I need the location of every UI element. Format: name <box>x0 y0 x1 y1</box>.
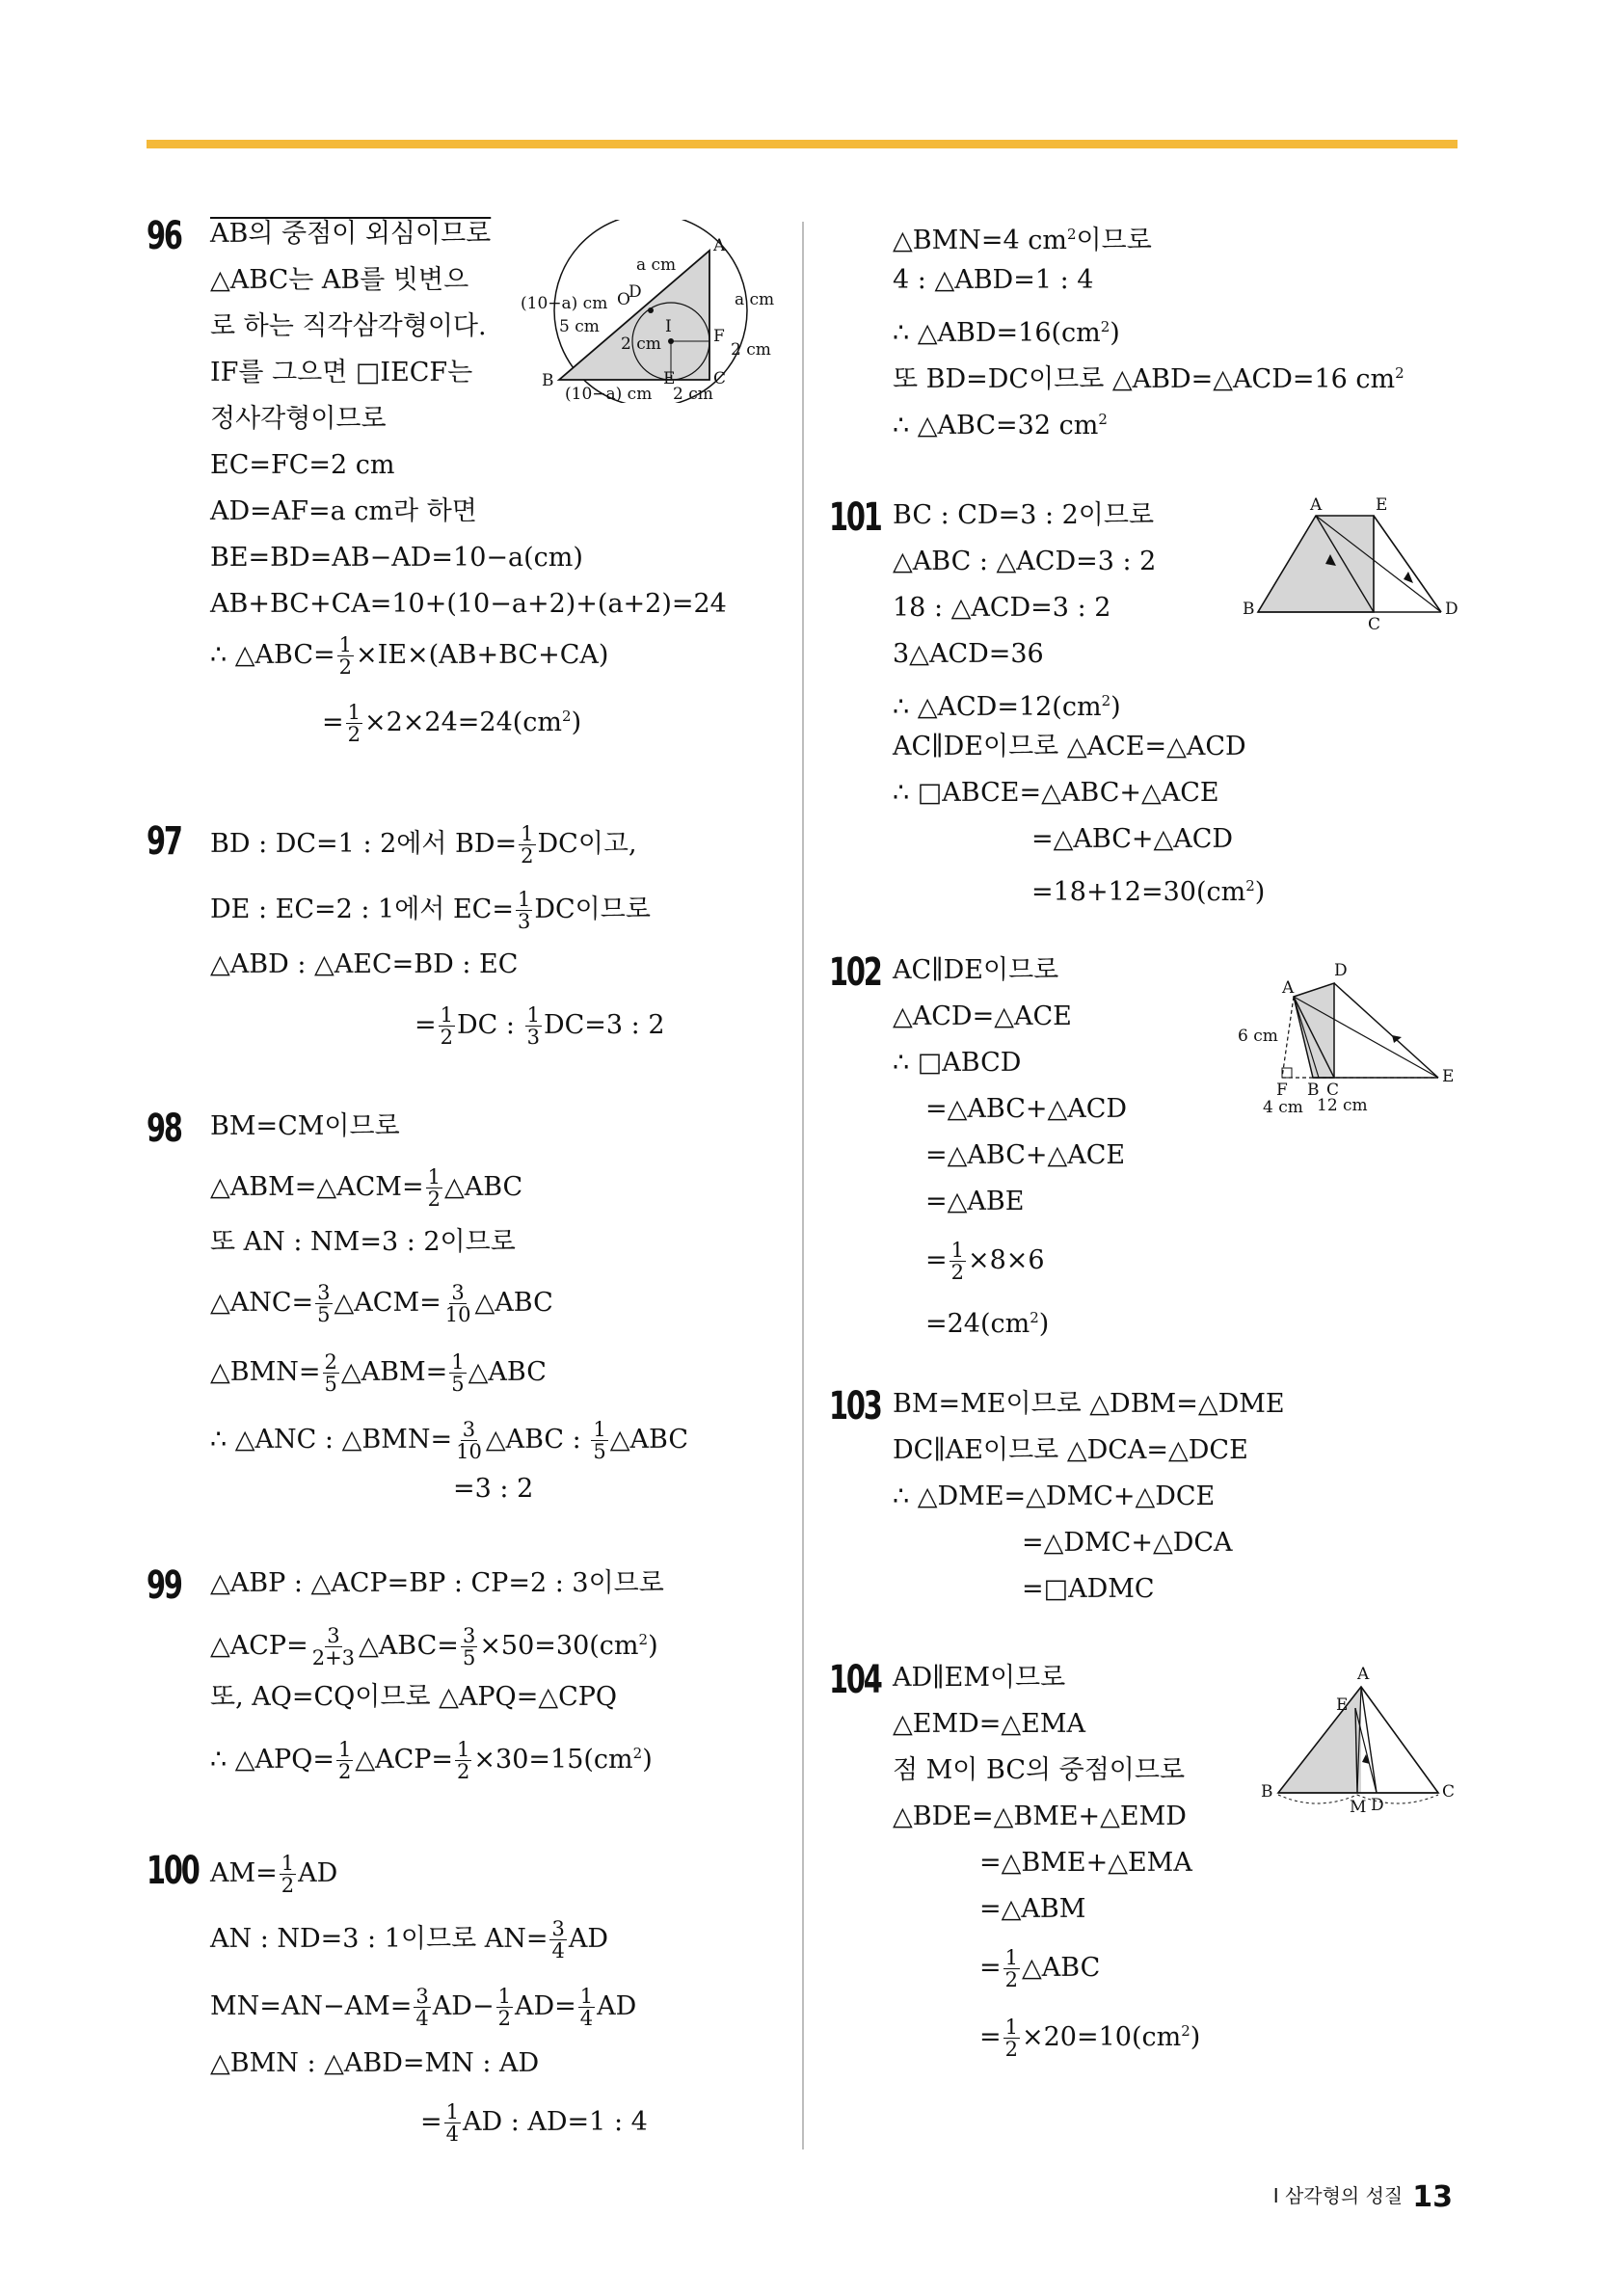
problem-number: 102 <box>829 950 881 995</box>
problem-number: 97 <box>147 819 181 864</box>
solution-line: 로 하는 직각삼각형이다. <box>210 311 487 341</box>
svg-text:4 cm: 4 cm <box>1263 1098 1303 1117</box>
solution-line: =△ABE <box>925 1187 1025 1216</box>
solution-line: 정사각형이므로 <box>210 404 387 434</box>
solution-line: BC : CD=3 : 2이므로 <box>893 500 1155 530</box>
solution-line: = $\frac{1}{2}$ DC : $\frac{1}{3}$ DC=3 : 2 <box>415 1003 665 1049</box>
svg-text:A: A <box>1282 978 1295 998</box>
solution-line: 또 AN : NM=3 : 2이므로 <box>210 1227 516 1257</box>
problem-number: 100 <box>147 1849 199 1893</box>
solution-line: DE : EC=2 : 1에서 EC= $\frac{1}{3}$ DC이므로 <box>210 888 651 933</box>
svg-text:B: B <box>1307 1081 1320 1100</box>
solution-line: △BMN=4 $cm^2$이므로 <box>893 226 1152 255</box>
svg-text:C: C <box>1326 1081 1340 1100</box>
page-footer <box>1273 2180 1453 2214</box>
solution-line: ∴ $\triangle ABD=16(cm^2)$ <box>893 318 1120 348</box>
svg-text:12 cm: 12 cm <box>1317 1096 1368 1115</box>
solution-line: AB의 중점이 외심이므로 <box>210 219 492 249</box>
solution-line: △ANC= $\frac{3}{5}$ △ACM= $\frac{3}{10}$ △ABC <box>210 1281 553 1326</box>
svg-text:(10−a) cm: (10−a) cm <box>565 385 653 403</box>
solution-line: $=24(cm^2)$ <box>925 1309 1050 1339</box>
svg-text:(10−a) cm: (10−a) cm <box>521 294 608 313</box>
solution-line: AB+BC+CA=10+(10−a+2)+(a+2)=24 <box>210 589 727 619</box>
svg-text:E: E <box>1442 1067 1455 1086</box>
solution-line: ∴ △ABC= $\frac{1}{2}$ ×IE×(AB+BC+CA) <box>210 633 609 679</box>
problem-97 <box>147 819 783 1051</box>
svg-text:D: D <box>1445 600 1458 619</box>
problem-number: 96 <box>147 214 181 258</box>
svg-text:6 cm: 6 cm <box>1238 1027 1278 1046</box>
figure-101 <box>1239 496 1460 631</box>
solution-line: AD=AF=a cm라 하면 <box>210 496 477 526</box>
solution-line: △ABD : △AEC=BD : EC <box>210 949 519 979</box>
svg-text:B: B <box>1243 600 1255 619</box>
solution-line: AN : ND=3 : 1이므로 AN= $\frac{3}{4}$ AD <box>210 1917 609 1962</box>
solution-line: △BMN : △ABD=MN : AD <box>210 2048 540 2078</box>
solution-line: EC=FC=2 cm <box>210 450 395 480</box>
svg-text:D: D <box>1334 961 1348 980</box>
problem-number: 103 <box>829 1384 881 1428</box>
svg-text:E: E <box>1336 1695 1349 1715</box>
solution-line: =□ADMC <box>1022 1574 1155 1604</box>
solution-line: ∴ □ABCE=△ABC+△ACE <box>893 778 1219 808</box>
solution-line: =△DMC+△DCA <box>1022 1528 1233 1558</box>
solution-line: BM=CM이므로 <box>210 1111 400 1141</box>
solution-line: 또 BD=DC이므로 △ABD=△ACD=16 $cm^2$ <box>893 364 1404 394</box>
svg-text:F: F <box>713 327 725 346</box>
solution-line: △ABP : △ACP=BP : CP=2 : 3이므로 <box>210 1568 664 1598</box>
solution-line: AM= $\frac{1}{2}$ AD <box>210 1852 338 1897</box>
solution-line: ∴ □ABCD <box>893 1048 1022 1078</box>
solution-line: =3 : 2 <box>453 1474 534 1504</box>
svg-text:B: B <box>1261 1782 1273 1802</box>
solution-line: BD : DC=1 : 2에서 BD= $\frac{1}{2}$ DC이고, <box>210 822 637 868</box>
solution-line: DC∥AE이므로 △DCA=△DCE <box>893 1435 1248 1465</box>
svg-text:a cm: a cm <box>735 290 775 309</box>
solution-line: ∴ △DME=△DMC+△DCE <box>893 1482 1216 1511</box>
solution-line: △ABM=△ACM= $\frac{1}{2}$ △ABC <box>210 1165 523 1211</box>
solution-line: 또, AQ=CQ이므로 △APQ=△CPQ <box>210 1682 618 1712</box>
solution-line: = $\frac{1}{2}$ $\times 20=10(cm^2)$ <box>979 2016 1201 2061</box>
svg-text:E: E <box>663 369 676 388</box>
solution-line: △ABC : △ACD=3 : 2 <box>893 547 1157 576</box>
svg-text:B: B <box>542 371 554 390</box>
problem-number: 101 <box>829 495 881 540</box>
solution-line: ∴ $\triangle ACD=12(cm^2)$ <box>893 692 1121 722</box>
solution-line: =△ABC+△ACE <box>925 1140 1126 1170</box>
problem-99 <box>147 1563 783 1795</box>
solution-line: $=18+12=30(cm^2)$ <box>1031 877 1266 907</box>
solution-line: 18 : △ACD=3 : 2 <box>893 593 1111 623</box>
solution-line: △ABC는 AB를 빗변으 <box>210 265 469 295</box>
solution-line: 점 M이 BC의 중점이므로 <box>893 1755 1186 1785</box>
solution-line: △BMN= $\frac{2}{5}$ △ABM= $\frac{1}{5}$ △ABC <box>210 1350 547 1396</box>
problem-number: 98 <box>147 1107 181 1151</box>
svg-text:A: A <box>713 236 726 255</box>
solution-line: =△ABM <box>979 1894 1086 1924</box>
solution-line: △ACD=△ACE <box>893 1001 1072 1031</box>
problem-100 <box>147 1849 783 2157</box>
problem-number: 104 <box>829 1658 881 1702</box>
svg-text:2 cm: 2 cm <box>673 385 713 403</box>
solution-line: = $\frac{1}{2}$ △ABC <box>979 1946 1101 1991</box>
figure-102 <box>1238 954 1459 1128</box>
solution-line: AC∥DE이므로 △ACE=△ACD <box>893 732 1246 761</box>
svg-text:O: O <box>617 290 630 309</box>
figure-96 <box>521 220 781 403</box>
column-divider <box>802 222 804 2149</box>
solution-line: ∴ △ANC : △BMN= $\frac{3}{10}$ △ABC : $\frac{1}{5}$ △ABC <box>210 1418 688 1463</box>
header-accent-bar <box>147 140 1458 148</box>
solution-line: ∴ △ABC=32 $cm^2$ <box>893 411 1108 441</box>
svg-text:D: D <box>629 282 642 302</box>
problem-103 <box>829 1384 1465 1615</box>
solution-line: MN=AN−AM= $\frac{3}{4}$ AD− $\frac{1}{2}$ AD= $\frac{1}{4}$ AD <box>210 1985 637 2030</box>
solution-line: AD∥EM이므로 <box>893 1663 1066 1693</box>
solution-line: BE=BD=AB−AD=10−a(cm) <box>210 543 583 573</box>
figure-104 <box>1249 1658 1461 1822</box>
solution-line: 4 : △ABD=1 : 4 <box>893 265 1094 295</box>
svg-text:F: F <box>1276 1081 1288 1100</box>
svg-text:E: E <box>1376 496 1388 515</box>
svg-text:C: C <box>713 369 727 388</box>
solution-line: =△BME+△EMA <box>979 1848 1192 1878</box>
problem-100-continued <box>829 214 1465 445</box>
svg-text:I: I <box>665 317 672 336</box>
solution-line: = $\frac{1}{2}$ ×8×6 <box>925 1239 1045 1284</box>
solution-line: △ACP= $\frac{3}{2+3}$ △ABC= $\frac{3}{5}$ $\times 50=30(cm^2)$ <box>210 1624 658 1669</box>
svg-text:M: M <box>1350 1798 1367 1817</box>
svg-text:D: D <box>1371 1796 1384 1815</box>
solution-line: IF를 그으면 □IECF는 <box>210 358 473 387</box>
svg-text:A: A <box>1357 1665 1370 1684</box>
solution-line: ∴ △APQ= $\frac{1}{2}$ △ACP= $\frac{1}{2}$ $\times 30=15(cm^2)$ <box>210 1738 653 1783</box>
solution-line: 3△ACD=36 <box>893 639 1044 669</box>
svg-text:2 cm: 2 cm <box>621 334 661 354</box>
chapter-label: Ⅰ 삼각형의 성질 <box>1272 2184 1404 2207</box>
problem-98 <box>147 1107 783 1511</box>
svg-text:C: C <box>1442 1782 1456 1802</box>
problem-number: 99 <box>147 1563 181 1608</box>
svg-text:C: C <box>1368 615 1381 631</box>
solution-line: = $\frac{1}{4}$ AD : AD=1 : 4 <box>420 2100 648 2146</box>
svg-text:A: A <box>1310 496 1323 515</box>
solution-line: △EMD=△EMA <box>893 1709 1086 1739</box>
solution-line: =△ABC+△ACD <box>925 1094 1128 1124</box>
solution-line: AC∥DE이므로 <box>893 955 1059 985</box>
svg-text:a cm: a cm <box>636 255 677 275</box>
page-number: 13 <box>1412 2180 1453 2214</box>
svg-text:5 cm: 5 cm <box>559 317 600 336</box>
solution-line: = $\frac{1}{2}$ $\times 2\times 24=24(cm^2)$ <box>322 701 582 746</box>
svg-text:2 cm: 2 cm <box>731 340 771 360</box>
solution-line: =△ABC+△ACD <box>1031 824 1234 854</box>
solution-line: BM=ME이므로 △DBM=△DME <box>893 1389 1285 1419</box>
solution-line: △BDE=△BME+△EMD <box>893 1802 1187 1831</box>
